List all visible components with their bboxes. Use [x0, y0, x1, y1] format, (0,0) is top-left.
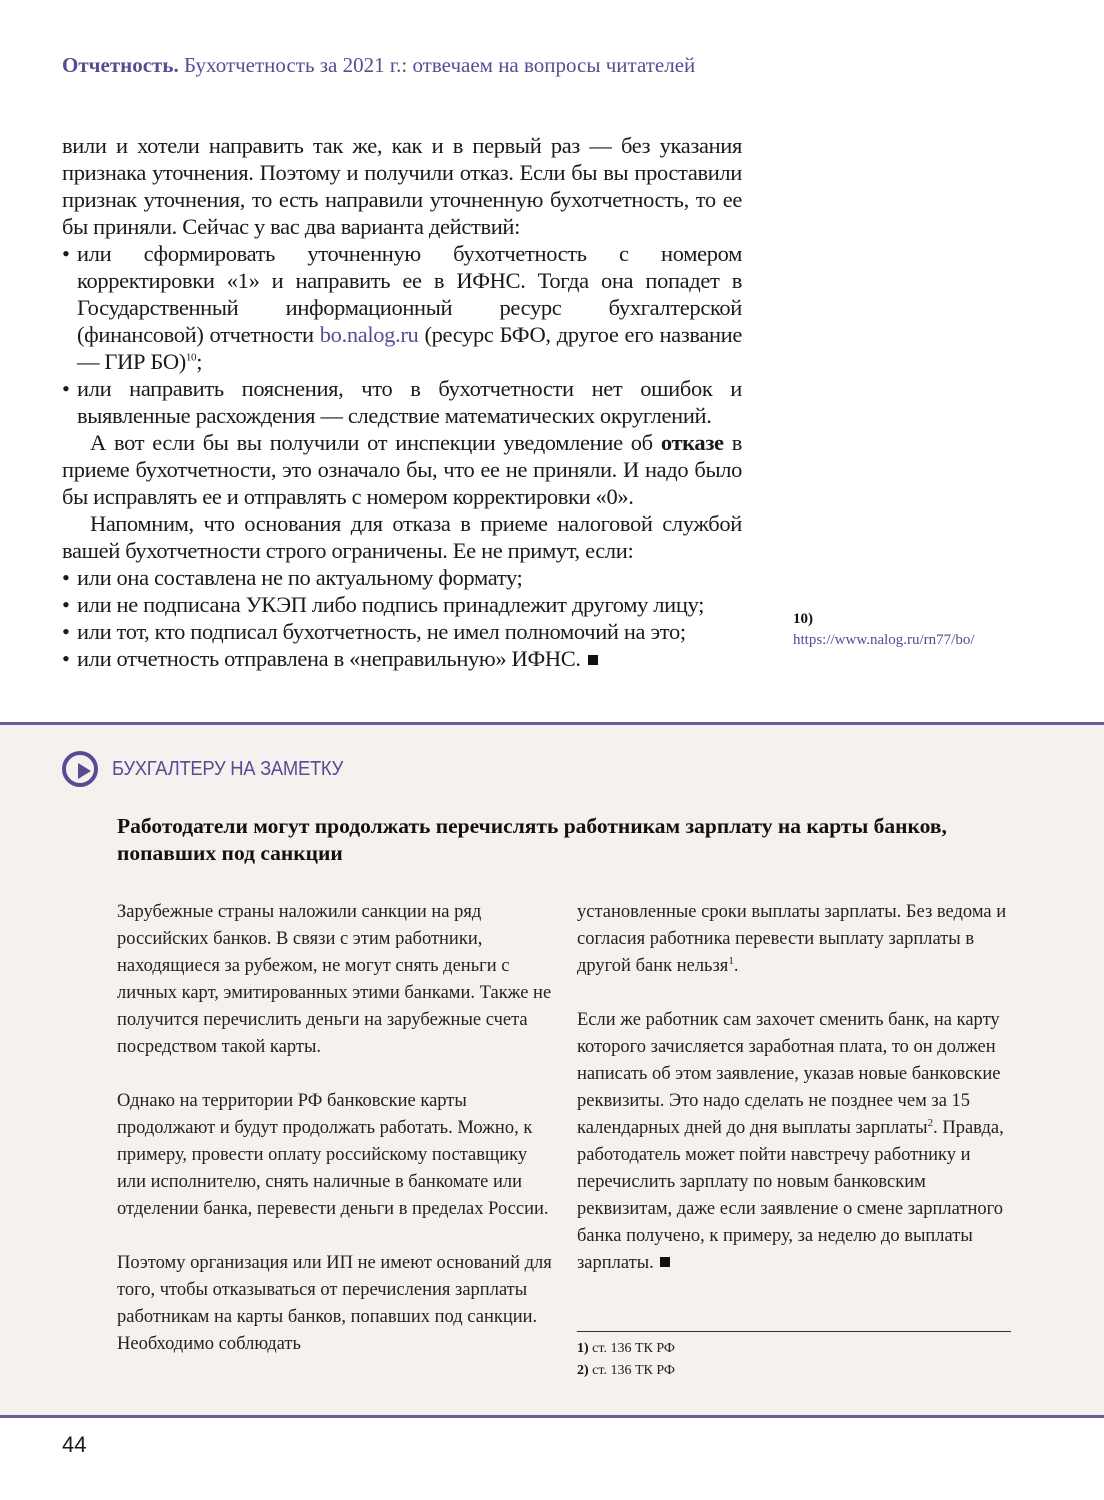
- paragraph: вили и хотели направить так же, как и в первый раз — без указания признака уточнения. Поэтому и получили отказ. Если бы вы проставили признак уточнения, то есть направили уточненную бухотчетность, то ее бы приняли. Сейчас у вас два варианта действий:: [62, 133, 742, 239]
- box-label-text: БУХГАЛТЕРУ НА ЗАМЕТКУ: [112, 757, 344, 780]
- paragraph: Однако на территории РФ банковские карты продолжают и будут продолжать работать. Можно, к примеру, провести оплату российскому поставщику или исполнителю, снять наличные в банкомате или отделении банка, перевести деньги в пределах России.: [117, 1091, 549, 1219]
- paragraph: Напомним, что основания для отказа в приеме налоговой службой вашей бухотчетности строго ограничены. Ее не примут, если:: [62, 511, 742, 563]
- bullet-icon: •: [62, 376, 70, 401]
- footnote-ref[interactable]: 10: [185, 351, 197, 364]
- end-mark-icon: [588, 655, 598, 665]
- bullet-icon: •: [62, 241, 70, 266]
- box-column-left: [117, 899, 552, 1385]
- sidenote: [793, 609, 993, 651]
- emphasis: отказе: [660, 430, 724, 455]
- footnote-ref[interactable]: 2: [927, 1116, 934, 1129]
- footnote: 1) ст. 136 ТК РФ: [577, 1341, 675, 1356]
- bo-nalog-link[interactable]: bo.nalog.ru: [319, 322, 419, 347]
- bullet-icon: •: [62, 646, 70, 671]
- bullet-icon: •: [62, 565, 70, 590]
- note-box: [0, 722, 1104, 1418]
- section-name: Отчетность.: [62, 53, 179, 77]
- footnote-ref[interactable]: 1: [728, 954, 734, 967]
- bullet-icon: •: [62, 619, 70, 644]
- play-icon: [62, 751, 98, 787]
- list-item: • или тот, кто подписал бухотчетность, не имел полномочий на это;: [62, 619, 686, 644]
- list-item: • или не подписана УКЭП либо подпись принадлежит другому лицу;: [62, 592, 705, 617]
- article-body: [62, 132, 742, 672]
- list-item: • или направить пояснения, что в бухотчетности нет ошибок и выявленные расхождения — следствие математических округлений.: [62, 376, 742, 428]
- running-head: [62, 53, 695, 78]
- paragraph: А вот если бы вы получили от инспекции уведомление об отказе в приеме бухотчетности, это означало бы, что ее не приняли. И надо было бы исправлять ее и отправлять с номером корректировки «0».: [62, 430, 742, 509]
- sidenote-number: 10): [793, 611, 813, 627]
- paragraph: Зарубежные страны наложили санкции на ряд российских банков. В связи с этим работники, находящиеся за рубежом, не могут снять деньги с личных карт, эмитированных этими банками. Также не получится перечислить деньги на зарубежные счета посредством такой карты.: [117, 902, 552, 1057]
- box-footnotes: [577, 1331, 1011, 1382]
- box-column-right: [577, 899, 1012, 1304]
- article-title: Бухотчетность за 2021 г.: отвечаем на вопросы читателей: [183, 53, 696, 77]
- bullet-icon: •: [62, 592, 70, 617]
- end-mark-icon: [660, 1257, 670, 1267]
- list-item: • или она составлена не по актуальному формату;: [62, 565, 523, 590]
- paragraph: установленные сроки выплаты зарплаты. Без ведома и согласия работника перевести выплату зарплаты в другой банк нельзя$^1$.: [577, 902, 1007, 976]
- paragraph: Поэтому организация или ИП не имеют оснований для того, чтобы отказываться от перечисления зарплаты работникам на карты банков, попавших под санкции. Необходимо соблюдать: [117, 1253, 552, 1354]
- box-title: Работодатели могут продолжать перечислять работникам зарплату на карты банков, попавших под санкции: [117, 814, 947, 865]
- page-number: 44: [62, 1432, 87, 1457]
- list-item: • или сформировать уточненную бухотчетность с номером корректировки «1» и направить ее в ИФНС. Тогда она попадет в Государственный информационный ресурс бухгалтерской (финансовой) отчетности bo.nalog.ru (ресурс БФО, другое его название — ГИР БО)$^{10}$;: [62, 241, 742, 374]
- footnote: 2) ст. 136 ТК РФ: [577, 1363, 675, 1378]
- list-item: • или отчетность отправлена в «неправильную» ИФНС.: [62, 645, 742, 672]
- box-label: [62, 751, 363, 787]
- sidenote-url[interactable]: https://www.nalog.ru/rn77/bo/: [793, 632, 975, 648]
- paragraph: Если же работник сам захочет сменить банк, на карту которого зачисляется заработная плата, то он должен написать об этом заявление, указав новые банковские реквизиты. Это надо сделать не позднее чем за 15 календарных дней до дня выплаты зарплаты$^2$. Правда, работодатель может пойти навстречу работнику и перечислить зарплату по новым банковским реквизитам, даже если заявление о смене зарплатного банка получено, к примеру, за неделю до выплаты зарплаты.: [577, 1010, 1004, 1273]
